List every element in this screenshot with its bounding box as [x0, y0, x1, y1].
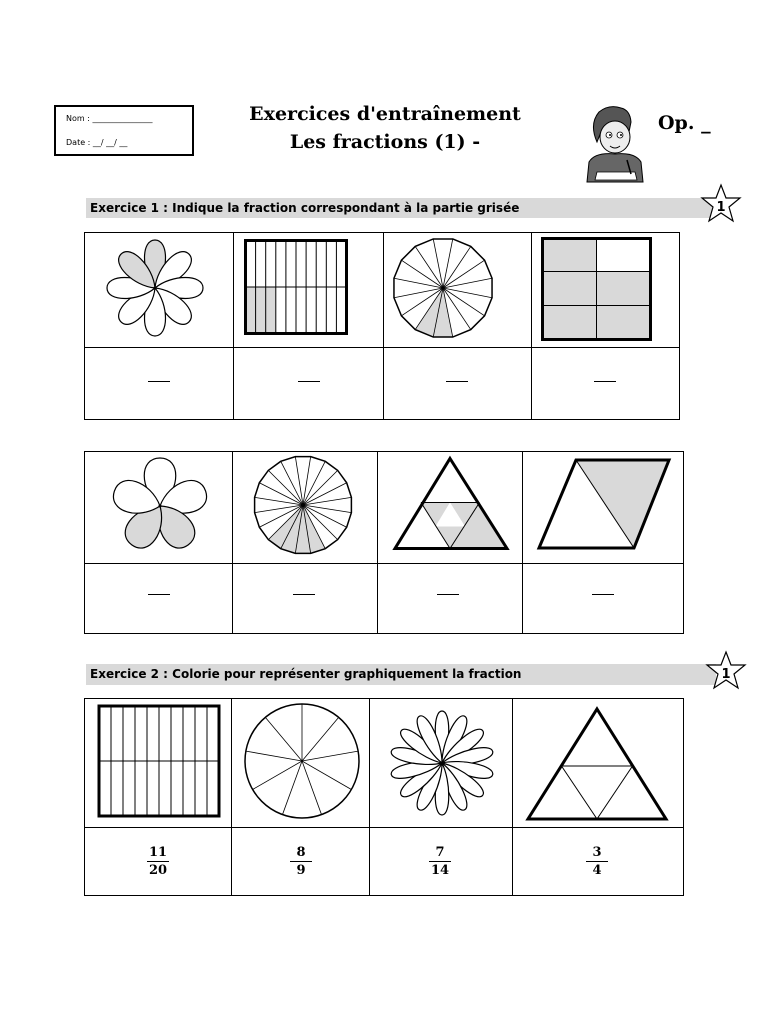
- fraction-parallelogram-shaded: [536, 458, 672, 550]
- answer-cell[interactable]: [532, 348, 679, 419]
- fraction-rectangle-shaded: [244, 239, 348, 335]
- rectangle-to-color[interactable]: [97, 704, 221, 818]
- answer-line: [148, 381, 170, 382]
- answer-line: [293, 594, 315, 595]
- answer-cell[interactable]: [233, 564, 378, 633]
- exercise-2-points: 1: [721, 667, 731, 682]
- answer-line: [437, 594, 459, 595]
- answer-line: [298, 381, 320, 382]
- triangle-to-color[interactable]: [526, 707, 668, 821]
- fraction-label: 8 9: [281, 845, 321, 878]
- answer-cell[interactable]: [378, 564, 523, 633]
- exercise-1-header: Exercice 1 : Indique la fraction correspondant à la partie grisée: [86, 198, 712, 218]
- answer-cell[interactable]: [384, 348, 532, 419]
- fraction-grid-shaded: [541, 237, 652, 341]
- fraction-circle-shaded: [391, 238, 495, 338]
- circle-to-color[interactable]: [242, 701, 362, 821]
- star-icon: [700, 184, 742, 224]
- name-field[interactable]: Nom : _______________: [66, 114, 153, 123]
- answer-cell[interactable]: [234, 348, 384, 419]
- answer-line: [446, 381, 468, 382]
- answer-cell[interactable]: [85, 564, 233, 633]
- answer-line: [594, 381, 616, 382]
- date-field[interactable]: Date : __/ __/ __: [66, 138, 128, 147]
- fraction-circle-shaded: [252, 455, 354, 555]
- fraction-label: 11 20: [148, 845, 168, 878]
- answer-cell[interactable]: [523, 564, 683, 633]
- flower-14-petals-to-color[interactable]: [382, 708, 502, 818]
- flower-8-petals: [104, 238, 206, 338]
- flower-5-petals: [104, 456, 216, 556]
- op-label: Op. _: [658, 112, 711, 134]
- student-writing-illustration: [575, 102, 650, 182]
- answer-line: [148, 594, 170, 595]
- fraction-label: 3 4: [577, 845, 617, 878]
- exercise-1-points: 1: [716, 200, 726, 215]
- page-subtitle: Les fractions (1) -: [289, 131, 481, 153]
- page-title: Exercices d'entraînement: [249, 103, 521, 125]
- exercise-2-header: Exercice 2 : Colorie pour représenter graphiquement la fraction: [86, 664, 716, 685]
- star-icon: [705, 651, 747, 691]
- answer-cell[interactable]: [85, 348, 234, 419]
- fraction-triangle-shaded: [393, 457, 509, 550]
- name-date-box: [54, 105, 194, 156]
- answer-line: [592, 594, 614, 595]
- fraction-label: 7 14: [430, 845, 450, 878]
